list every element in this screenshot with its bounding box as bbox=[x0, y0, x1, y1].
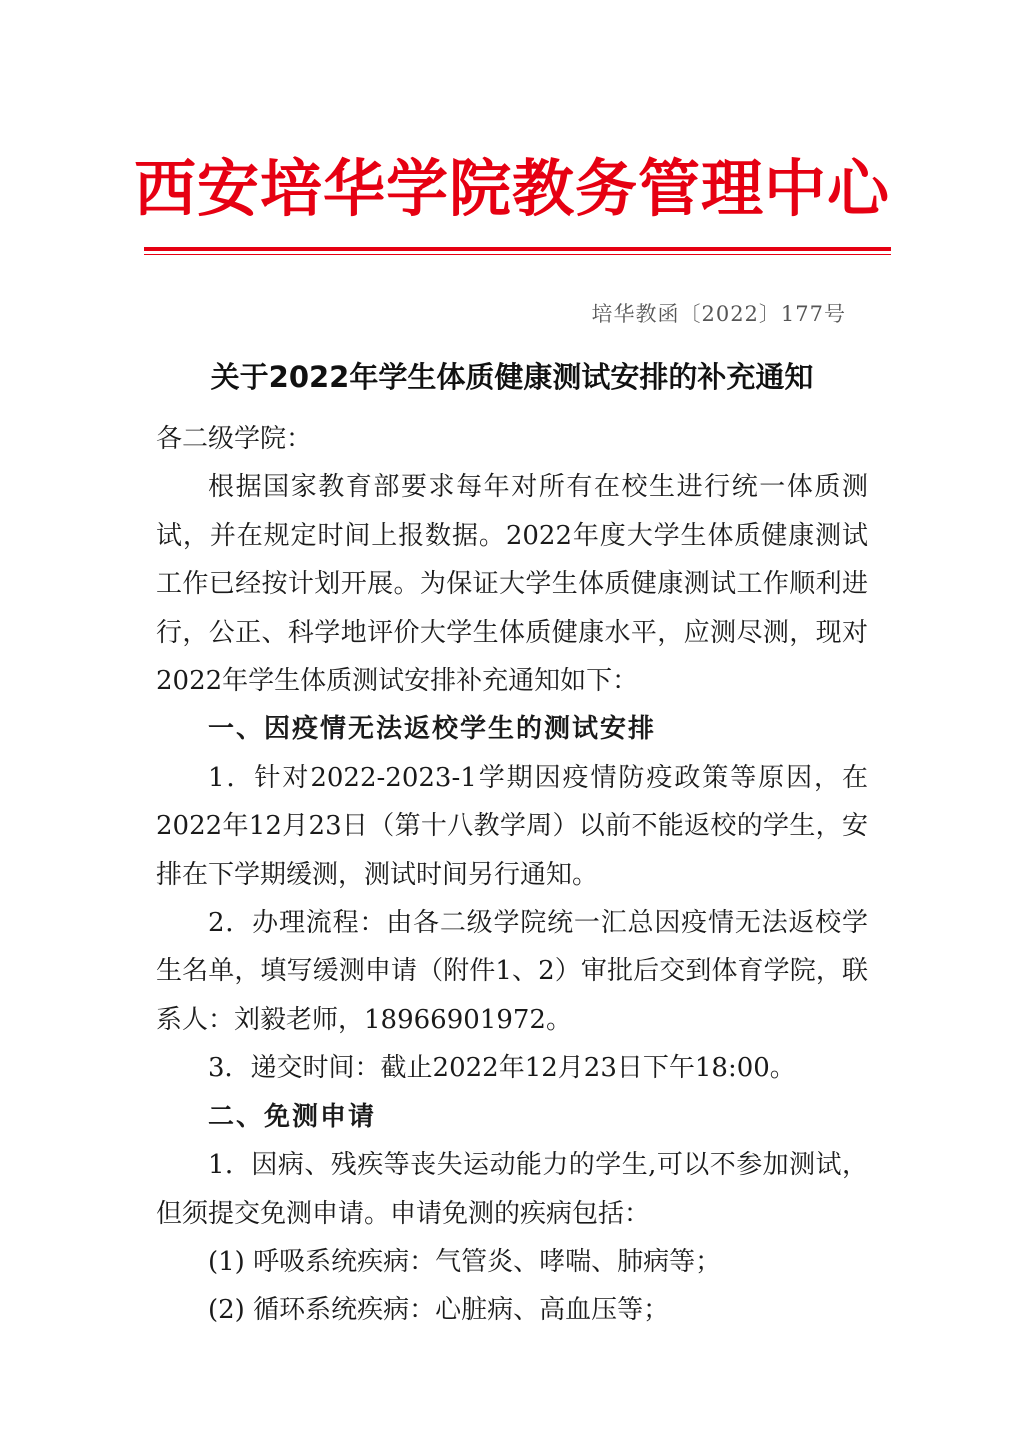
intro-paragraph: 根据国家教育部要求每年对所有在校生进行统一体质测试，并在规定时间上报数据。2022年度大学生体质健康测试工作已经按计划开展。为保证大学生体质健康测试工作顺利进行，公正、科学地评价大学生体质健康水平，应测尽测，现对2022年学生体质测试安排补充通知如下： bbox=[156, 472, 868, 697]
red-divider-thin bbox=[144, 254, 891, 255]
section-1-item-3: 3．递交时间：截止2022年12月23日下午18:00。 bbox=[208, 1053, 796, 1084]
section-2-item-2: (1) 呼吸系统疾病：气管炎、哮喘、肺病等； bbox=[208, 1246, 722, 1277]
notice-body bbox=[156, 415, 868, 1335]
section-1-item-2: 2．办理流程：由各二级学院统一汇总因疫情无法返校学生名单，填写缓测申请（附件1、2）审批后交到体育学院，联系人：刘毅老师，18966901972。 bbox=[156, 908, 868, 1035]
section-1-item-1: 1．针对2022-2023-1学期因疫情防疫政策等原因，在2022年12月23日（第十八教学周）以前不能返校的学生，安排在下学期缓测，测试时间另行通知。 bbox=[156, 762, 868, 890]
red-divider-thick bbox=[144, 247, 891, 251]
section-2-item-3: (2) 循环系统疾病：心脏病、高血压等； bbox=[208, 1295, 670, 1326]
notice-title: 关于2022年学生体质健康测试安排的补充通知 bbox=[210, 360, 814, 394]
section-2-heading: 二、免测申请 bbox=[208, 1101, 377, 1132]
salutation: 各二级学院： bbox=[156, 424, 313, 454]
section-2-item-1: 1．因病、残疾等丧失运动能力的学生,可以不参加测试，但须提交免测申请。申请免测的疾病包括： bbox=[156, 1150, 868, 1229]
section-1-heading: 一、因疫情无法返校学生的测试安排 bbox=[208, 714, 657, 745]
masthead-title: 西安培华学院教务管理中心 bbox=[133, 152, 890, 225]
document-number: 培华教函〔2022〕177号 bbox=[591, 302, 846, 326]
